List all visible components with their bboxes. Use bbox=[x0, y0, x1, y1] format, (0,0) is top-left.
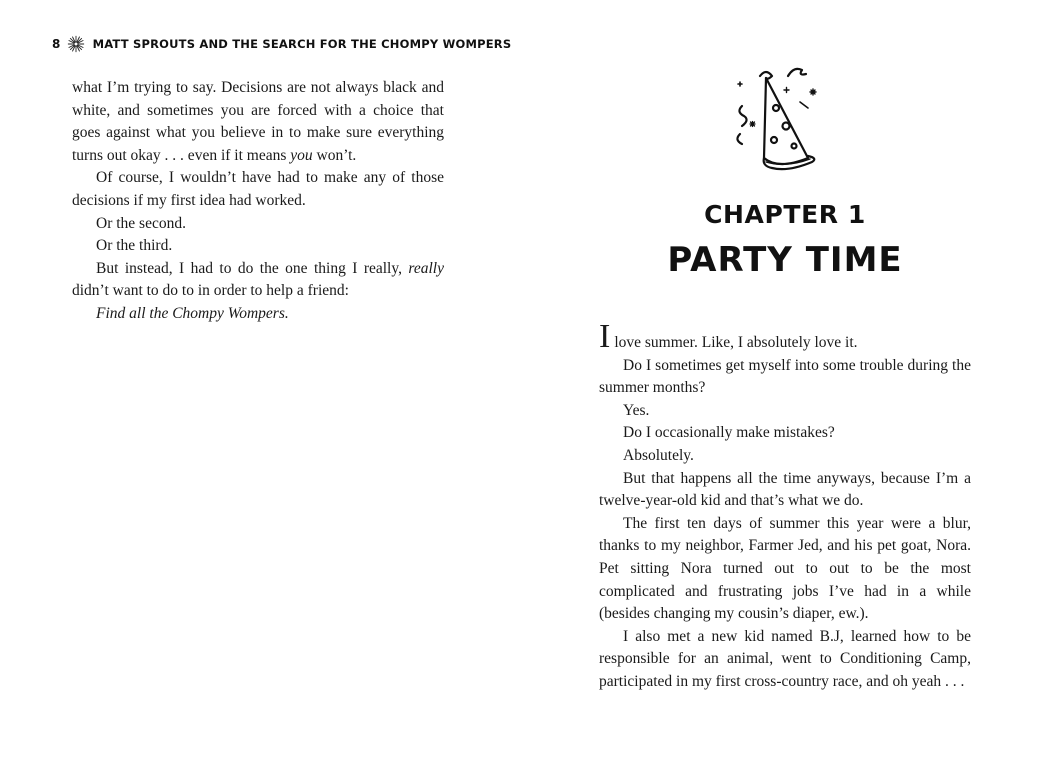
paragraph: Of course, I wouldn’t have had to make any of those decisions if my first idea had worked. bbox=[72, 169, 444, 209]
party-hat-pie-icon bbox=[728, 62, 838, 180]
right-page-text bbox=[599, 318, 971, 694]
paragraph: I also met a new kid named B.J, learned how to be responsible for an animal, went to Conditioning Camp, participated in my first cross-country race, and oh yeah . . . bbox=[599, 627, 971, 690]
emphasis: Find all the Chompy Wompers. bbox=[96, 304, 289, 322]
paragraph bbox=[72, 303, 444, 326]
emphasis: really bbox=[408, 259, 444, 277]
paragraph bbox=[72, 77, 444, 167]
paragraph: Or the second. bbox=[96, 214, 186, 232]
paragraph: Or the third. bbox=[96, 237, 173, 255]
paragraph: Yes. bbox=[623, 401, 650, 419]
paragraph: Do I sometimes get myself into some trouble during the summer months? bbox=[599, 356, 971, 397]
running-title: MATT SPROUTS AND THE SEARCH FOR THE CHOMPY WOMPERS bbox=[92, 37, 512, 51]
paragraph: The first ten days of summer this year were a blur, thanks to my neighbor, Farmer Jed, and his pet goat, Nora. Pet sitting Nora turned out to out to be the most complicated and frustrating jobs I’ve had in a while (besides changing my cousin’s diaper, ew.). bbox=[599, 514, 971, 623]
text-run: But instead, I had to do the one thing I really, bbox=[96, 259, 409, 277]
chapter-title: PARTY TIME bbox=[667, 240, 903, 280]
text-run: didn’t want to do to in order to help a friend: bbox=[72, 282, 349, 300]
chapter-label: CHAPTER 1 bbox=[704, 200, 866, 229]
drop-cap: I bbox=[599, 318, 611, 355]
starburst-icon bbox=[67, 35, 85, 53]
paragraph bbox=[72, 258, 444, 303]
paragraph: But that happens all the time anyways, because I’m a twelve-year-old kid and that’s what we do. bbox=[599, 469, 971, 510]
text-run: won’t. bbox=[312, 146, 357, 164]
paragraph bbox=[599, 318, 971, 355]
paragraph: Absolutely. bbox=[623, 446, 694, 464]
left-page-text bbox=[72, 77, 444, 326]
page-number: 8 bbox=[52, 37, 61, 51]
text-run: love summer. Like, I absolutely love it. bbox=[614, 334, 858, 351]
text-run: what I’m trying to say. Decisions are not always black and white, and sometimes you are forced with a choice that goes against what you believe in to make sure everything turns out okay . . . even if it means bbox=[72, 79, 444, 164]
paragraph: Do I occasionally make mistakes? bbox=[623, 424, 835, 442]
emphasis: you bbox=[290, 146, 313, 164]
running-header bbox=[52, 36, 511, 52]
